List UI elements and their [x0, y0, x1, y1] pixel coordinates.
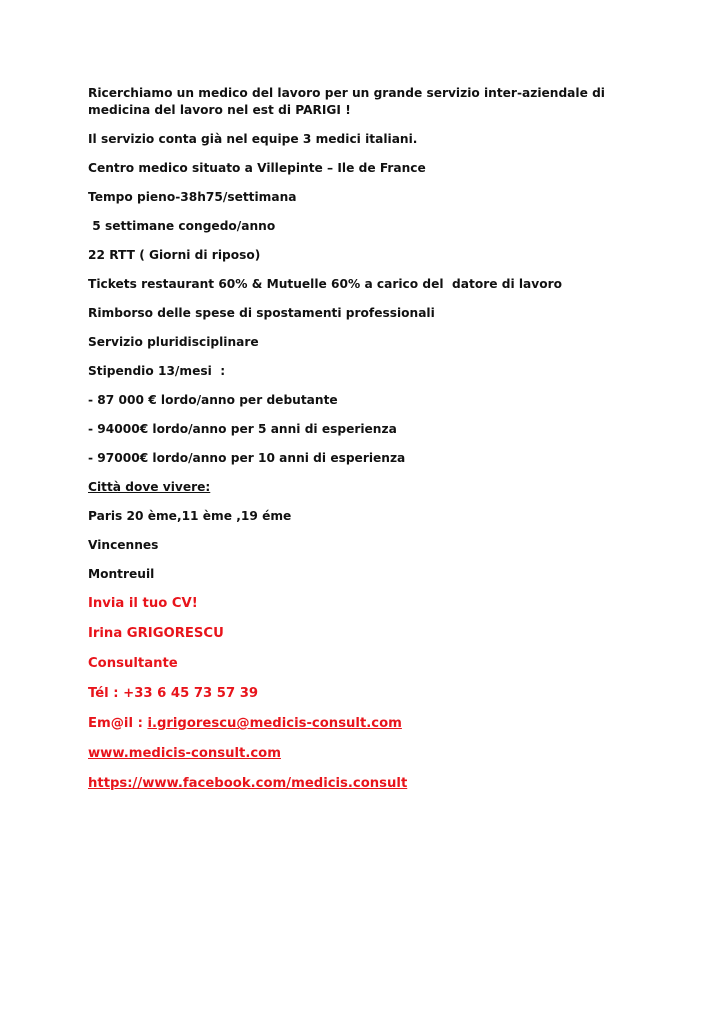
website-link[interactable]: www.medicis-consult.com: [88, 746, 281, 761]
document-body: [88, 85, 633, 805]
location-line: Centro medico situato a Villepinte – Ile de France: [88, 161, 426, 175]
rtt-line: 22 RTT ( Giorni di riposo): [88, 248, 261, 262]
schedule-line: Tempo pieno-38h75/settimana: [88, 190, 297, 204]
reimbursement-line: Rimborso delle spese di spostamenti professionali: [88, 306, 435, 320]
cv-call-to-action: Invia il tuo CV!: [88, 596, 198, 611]
website-line: [88, 745, 633, 763]
contact-email-line: [88, 715, 633, 733]
city-item: Vincennes: [88, 538, 159, 552]
cities-title: Città dove vivere:: [88, 480, 211, 494]
intro-paragraph: Ricerchiamo un medico del lavoro per un grande servizio inter-aziendale di medicina del lavoro nel est di PARIGI !: [88, 86, 605, 117]
contact-phone: Tél : +33 6 45 73 57 39: [88, 686, 259, 701]
salary-item: - 97000€ lordo/anno per 10 anni di esperienza: [88, 451, 406, 465]
city-item: Paris 20 ème,11 ème ,19 éme: [88, 509, 292, 523]
contact-name: Irina GRIGORESCU: [88, 626, 224, 641]
facebook-link[interactable]: https://www.facebook.com/medicis.consult: [88, 776, 408, 791]
salary-item: - 94000€ lordo/anno per 5 anni di esperienza: [88, 422, 397, 436]
salary-title: Stipendio 13/mesi :: [88, 364, 226, 378]
leave-line: 5 settimane congedo/anno: [88, 219, 276, 233]
team-line: Il servizio conta già nel equipe 3 medici italiani.: [88, 132, 418, 146]
city-item: Montreuil: [88, 567, 155, 581]
contact-role: Consultante: [88, 656, 178, 671]
service-line: Servizio pluridisciplinare: [88, 335, 259, 349]
email-label: Em@il :: [88, 716, 148, 731]
salary-item: - 87 000 € lordo/anno per debutante: [88, 393, 338, 407]
facebook-line: [88, 775, 633, 793]
email-link[interactable]: i.grigorescu@medicis-consult.com: [147, 716, 402, 731]
tickets-line: Tickets restaurant 60% & Mutuelle 60% a carico del datore di lavoro: [88, 277, 562, 291]
